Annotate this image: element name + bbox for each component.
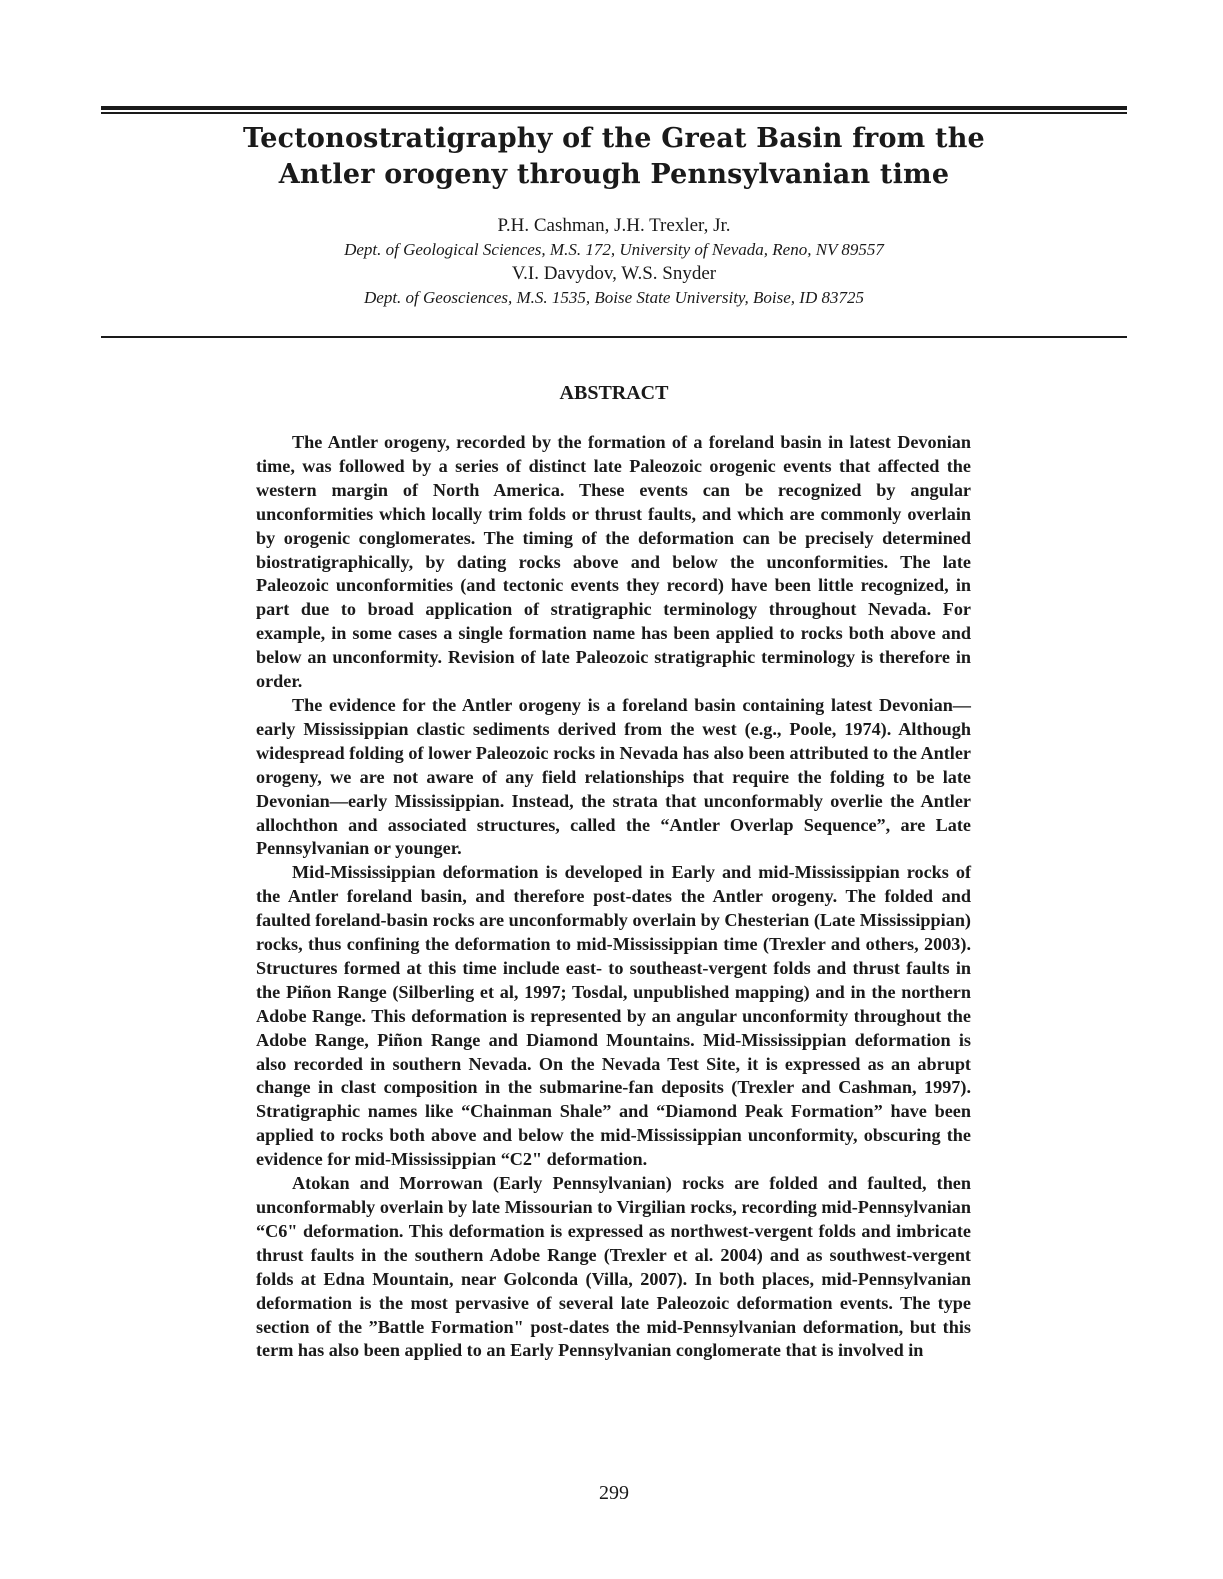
author-names-2: V.I. Davydov, W.S. Snyder (511, 263, 717, 284)
top-double-rule (101, 106, 1127, 114)
abstract-paragraph-1: The Antler orogeny, recorded by the formation of a foreland basin in latest Devonian time, was followed by a series of distinct late Paleozoic orogenic events that affected the western margin of North America. These events can be recognized by angular unconformities which locally trim folds or thrust faults, and which are commonly overlain by orogenic conglomerates. The timing of the deformation can be precisely determined biostratigraphically, by dating rocks above and below the unconformities. The late Paleozoic unconformities (and tectonic events they record) have been little recognized, in part due to broad application of stratigraphic terminology throughout Nevada. For example, in some cases a single formation name has been applied to rocks both above and below an unconformity. Revision of late Paleozoic stratigraphic terminology is therefore in order. (256, 432, 971, 692)
page-number: 299 (599, 1482, 629, 1504)
abstract-body (256, 431, 971, 1363)
abstract-paragraph-2: The evidence for the Antler orogeny is a foreland basin containing latest Devonian—early Mississippian clastic sediments derived from the west (e.g., Poole, 1974). Although widespread folding of lower Paleozoic rocks in Nevada has also been attributed to the Antler orogeny, we are not aware of any field relationships that require the folding to be late Devonian—early Mississippian. Instead, the strata that unconformably overlie the Antler allochthon and associated structures, called the “Antler Overlap Sequence”, are Late Pennsylvanian or younger. (256, 694, 971, 859)
paper-title (101, 121, 1127, 193)
title-line-2: Antler orogeny through Pennsylvanian time (278, 159, 950, 190)
author-block (101, 214, 1127, 310)
abstract-paragraph-4: Atokan and Morrowan (Early Pennsylvanian) rocks are folded and faulted, then unconformably overlain by late Missourian to Virgilian rocks, recording mid-Pennsylvanian “C6" deformation. This deformation is expressed as northwest-vergent folds and imbricate thrust faults in the southern Adobe Range (Trexler et al. 2004) and as southwest-vergent folds at Edna Mountain, near Golconda (Villa, 2007). In both places, mid-Pennsylvanian deformation is the most pervasive of several late Paleozoic deformation events. The type section of the ”Battle Formation" post-dates the mid-Pennsylvanian deformation, but this term has also been applied to an Early Pennsylvanian conglomerate that is involved in (256, 1173, 971, 1361)
header-bottom-rule (101, 336, 1127, 338)
author-names-1: P.H. Cashman, J.H. Trexler, Jr. (497, 215, 731, 236)
title-line-1: Tectonostratigraphy of the Great Basin from the (243, 123, 985, 154)
affiliation-2: Dept. of Geosciences, M.S. 1535, Boise State University, Boise, ID 83725 (364, 288, 864, 307)
abstract-heading: ABSTRACT (559, 382, 669, 404)
affiliation-1: Dept. of Geological Sciences, M.S. 172, University of Nevada, Reno, NV 89557 (344, 240, 884, 259)
abstract-paragraph-3: Mid-Mississippian deformation is developed in Early and mid-Mississippian rocks of the Antler foreland basin, and therefore post-dates the Antler orogeny. The folded and faulted foreland-basin rocks are unconformably overlain by Chesterian (Late Mississippian) rocks, thus confining the deformation to mid-Mississippian time (Trexler and others, 2003). Structures formed at this time include east- to southeast-vergent folds and thrust faults in the Piñon Range (Silberling et al, 1997; Tosdal, unpublished mapping) and in the northern Adobe Range. This deformation is represented by an angular unconformity throughout the Adobe Range, Piñon Range and Diamond Mountains. Mid-Mississippian deformation is also recorded in southern Nevada. On the Nevada Test Site, it is expressed as an abrupt change in clast composition in the submarine-fan deposits (Trexler and Cashman, 1997). Stratigraphic names like “Chainman Shale” and “Diamond Peak Formation” have been applied to rocks both above and below the mid-Mississippian unconformity, obscuring the evidence for mid-Mississippian “C2" deformation. (256, 862, 971, 1170)
